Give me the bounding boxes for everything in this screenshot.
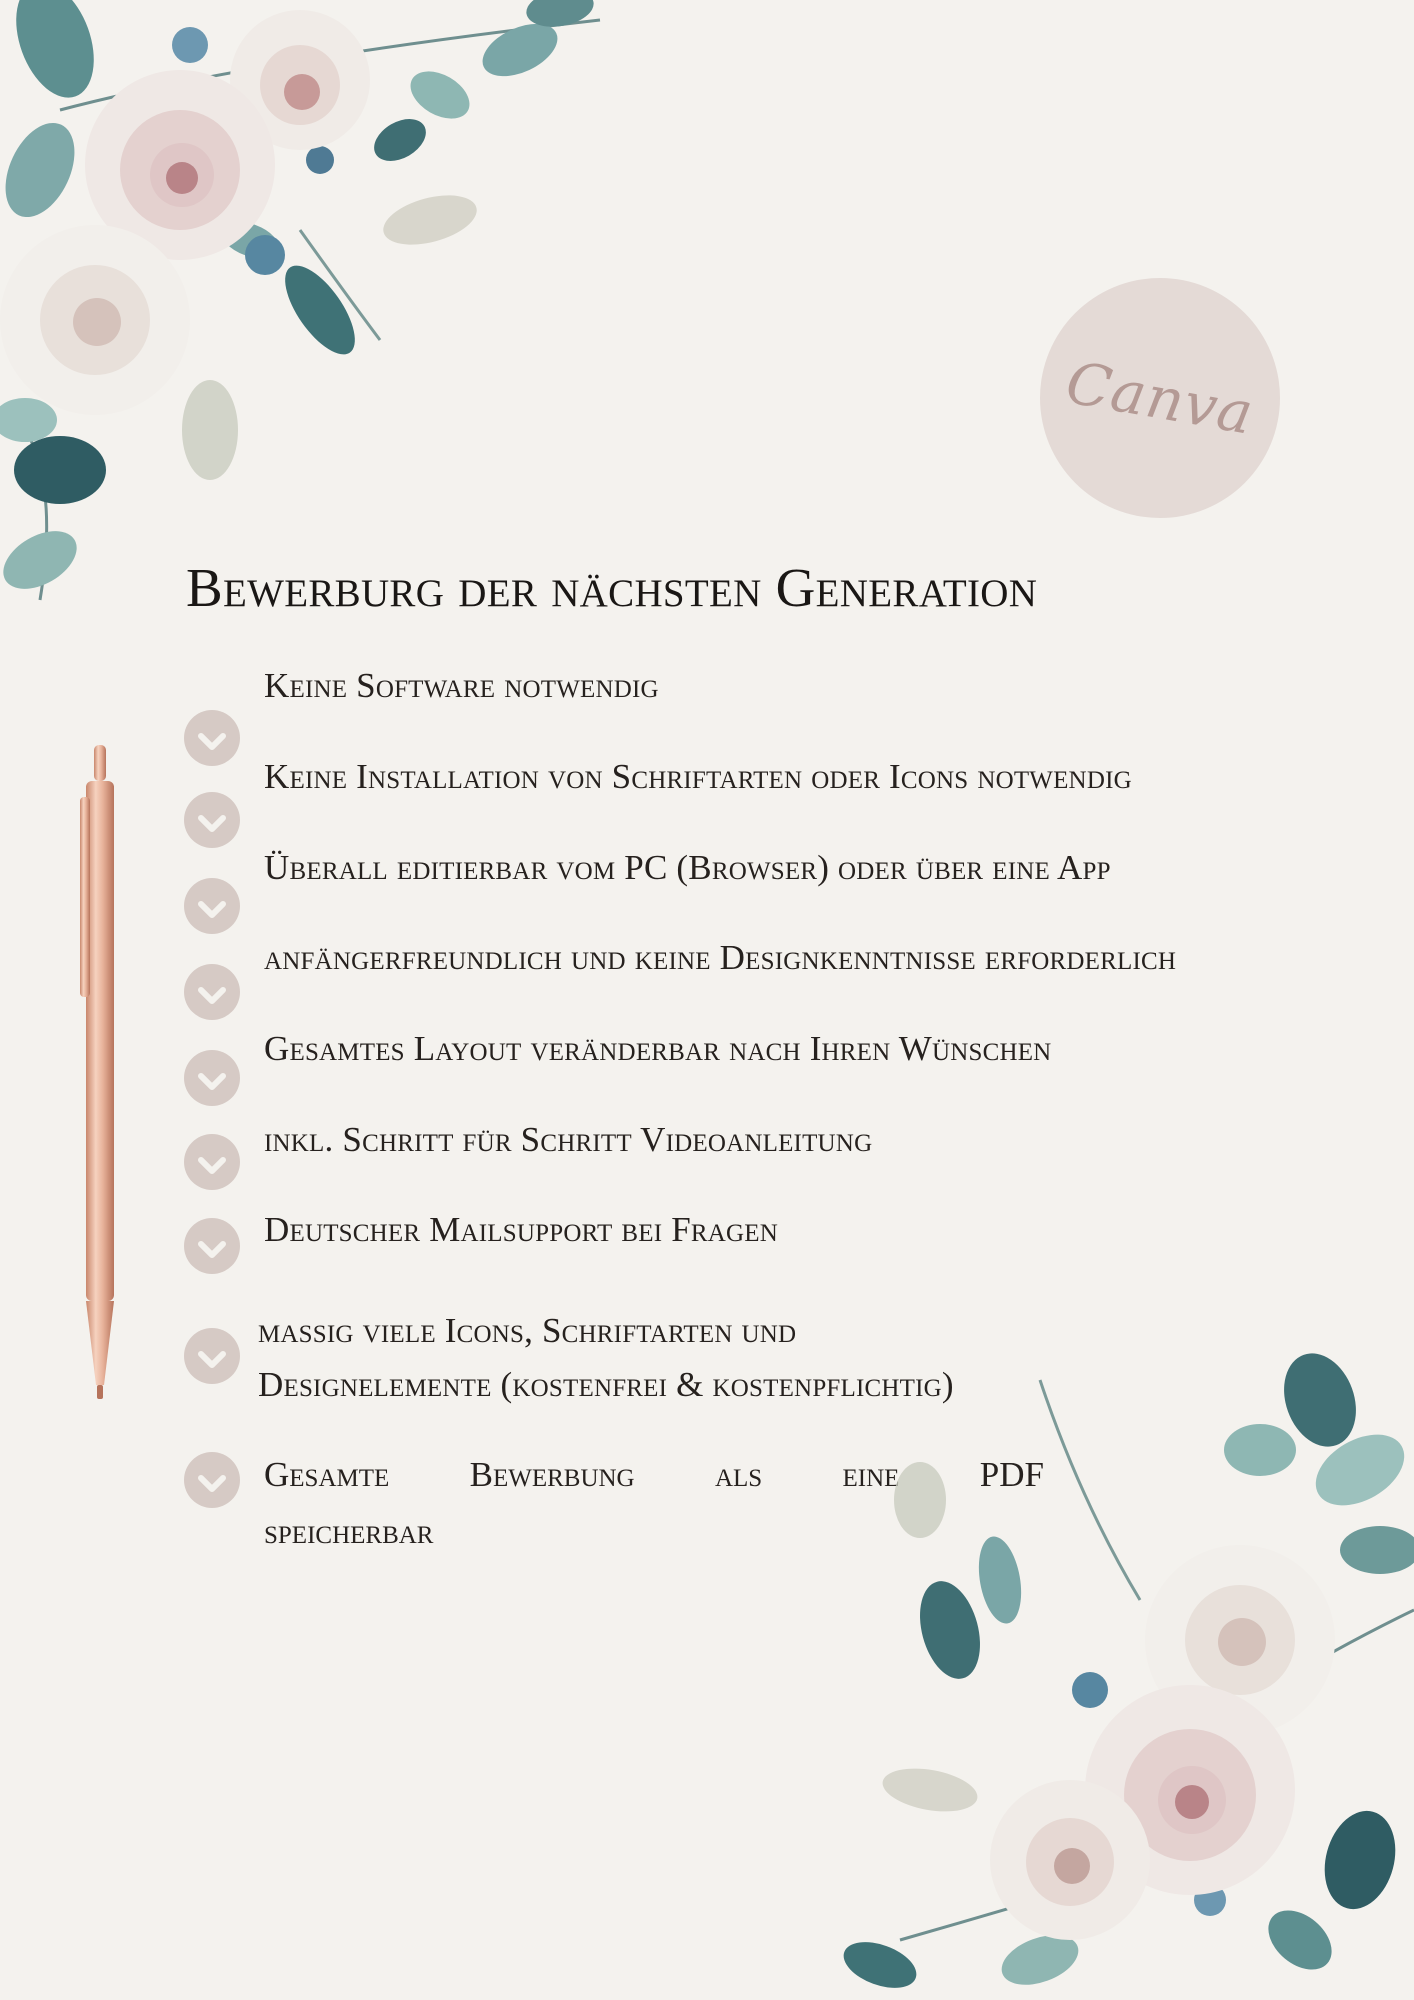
feature-word: Bewerbung [469, 1455, 635, 1494]
feature-item: Gesamtes Layout veränderbar nach Ihren Wünschen [264, 1029, 1052, 1068]
feature-item: inkl. Schritt für Schritt Videoanleitung [264, 1120, 873, 1159]
check-icon [184, 1218, 240, 1274]
feature-word: eine [842, 1455, 900, 1494]
feature-item: Keine Software notwendig [264, 666, 659, 705]
feature-item: Deutscher Mailsupport bei Fragen [264, 1210, 778, 1249]
feature-item: Keine Installation von Schriftarten oder Icons notwendig [264, 757, 1132, 796]
check-icon [184, 964, 240, 1020]
floral-decoration-bottom [840, 1340, 1414, 2000]
feature-word: Gesamte [264, 1455, 390, 1494]
feature-item-line: speicherbar [264, 1512, 434, 1551]
check-icon [184, 792, 240, 848]
feature-item-line: Designelemente (kostenfrei & kostenpflichtig) [258, 1365, 954, 1404]
feature-item: Überall editierbar vom PC (Browser) oder über eine App [264, 848, 1111, 887]
check-icon [184, 1050, 240, 1106]
pen-illustration [80, 745, 120, 1405]
check-icon [184, 1134, 240, 1190]
check-icon [184, 710, 240, 766]
page-title: Bewerburg der nächsten Generation [186, 557, 1038, 618]
check-icon [184, 878, 240, 934]
feature-item-line: massig viele Icons, Schriftarten und [258, 1311, 797, 1350]
canva-badge [1040, 278, 1280, 518]
check-icon [184, 1452, 240, 1508]
feature-word: PDF [979, 1455, 1044, 1494]
feature-item: anfängerfreundlich und keine Designkenntnisse erforderlich [264, 938, 1177, 977]
feature-word: als [714, 1455, 763, 1494]
floral-decoration-top [0, 0, 620, 620]
canva-logo-text: Canva [1061, 348, 1259, 448]
check-icon [184, 1328, 240, 1384]
